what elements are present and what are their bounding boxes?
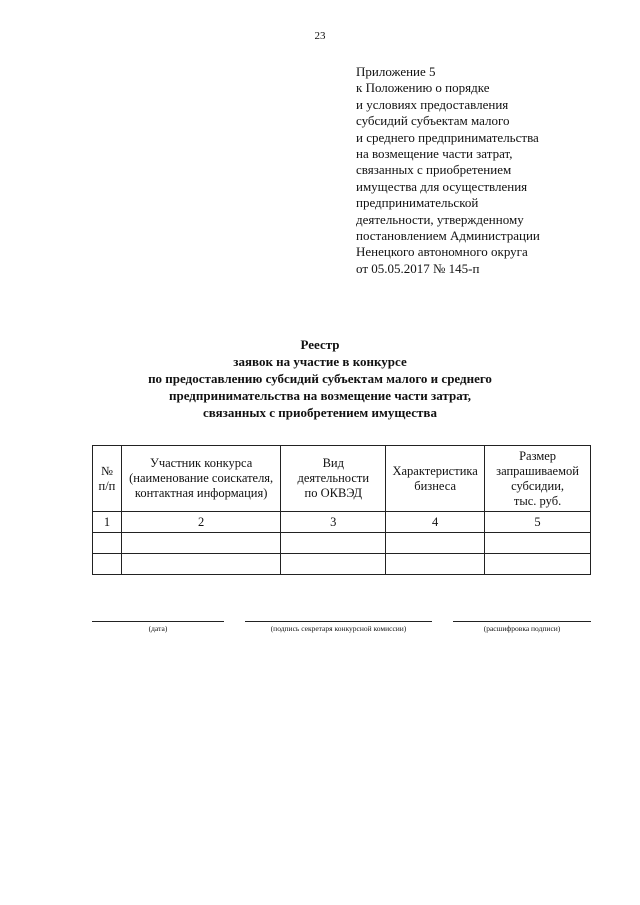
table-cell[interactable] — [386, 554, 485, 575]
header-number: № п/п — [93, 446, 122, 512]
registry-table — [92, 445, 591, 575]
document-title — [0, 336, 640, 421]
annex-line: имущества для осуществления — [356, 178, 528, 194]
annex-line: к Положению о порядке — [356, 80, 490, 96]
secretary-caption: (подпись секретаря конкурсной комиссии) — [270, 624, 407, 633]
header-activity: Вид деятельности по ОКВЭД — [281, 446, 386, 512]
table-cell[interactable] — [485, 533, 591, 554]
annex-line: предпринимательской — [356, 195, 479, 211]
column-number: 5 — [485, 512, 591, 533]
annex-line: субсидий субъектам малого — [356, 113, 510, 129]
table-row — [93, 554, 591, 575]
title-line: заявок на участие в конкурсе — [233, 354, 407, 369]
table-cell[interactable] — [281, 554, 386, 575]
date-signature-line — [92, 621, 224, 622]
header-subsidy: Размер запрашиваемой субсидии, тыс. руб. — [485, 446, 591, 512]
header-business: Характеристика бизнеса — [386, 446, 485, 512]
page-number: 23 — [314, 30, 326, 42]
annex-line: от 05.05.2017 № 145-п — [356, 260, 480, 276]
title-line: связанных с приобретением имущества — [203, 405, 437, 420]
annex-block — [356, 64, 596, 277]
column-number: 3 — [281, 512, 386, 533]
column-number: 1 — [93, 512, 122, 533]
secretary-signature-line — [245, 621, 432, 622]
column-number: 2 — [121, 512, 280, 533]
table-cell[interactable] — [93, 554, 122, 575]
table-cell[interactable] — [93, 533, 122, 554]
column-number: 4 — [386, 512, 485, 533]
header-participant: Участник конкурса (наименование соискателя, контактная информация) — [121, 446, 280, 512]
table-cell[interactable] — [485, 554, 591, 575]
table-number-row — [93, 512, 591, 533]
title-line: предпринимательства на возмещение части затрат, — [168, 388, 472, 403]
date-caption: (дата) — [148, 624, 168, 633]
annex-line: на возмещение части затрат, — [356, 146, 513, 162]
annex-line: и условиях предоставления — [356, 96, 509, 112]
annex-line: постановлением Администрации — [356, 228, 540, 244]
title-line: по предоставлению субсидий субъектам малого и среднего — [148, 371, 492, 386]
transcript-signature-line — [453, 621, 591, 622]
table-header-row — [93, 446, 591, 512]
table-cell[interactable] — [281, 533, 386, 554]
table-cell[interactable] — [121, 554, 280, 575]
table-row — [93, 533, 591, 554]
annex-line: связанных с приобретением — [356, 162, 512, 178]
title-line: Реестр — [300, 337, 340, 352]
transcript-caption: (расшифровка подписи) — [483, 624, 561, 633]
annex-line: Приложение 5 — [356, 64, 436, 79]
table-cell[interactable] — [121, 533, 280, 554]
table-cell[interactable] — [386, 533, 485, 554]
annex-line: деятельности, утвержденному — [356, 211, 524, 227]
annex-line: Ненецкого автономного округа — [356, 244, 528, 260]
annex-line: и среднего предпринимательства — [356, 129, 539, 145]
